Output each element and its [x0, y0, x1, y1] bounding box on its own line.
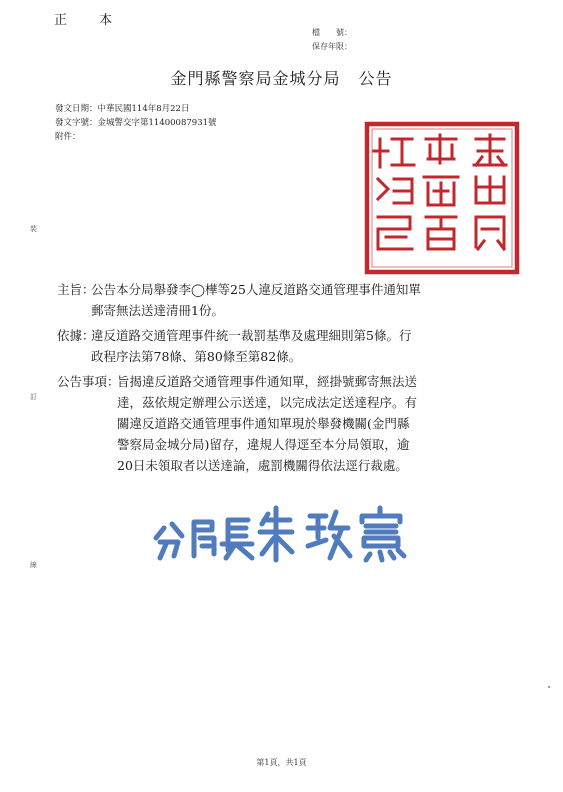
basis-line-2: 政程序法第78條、第80條至第82條。 — [91, 349, 302, 364]
binding-mark-ding: 訂 — [30, 393, 37, 401]
binding-mark-zhuang: 裝 — [30, 225, 37, 233]
subject-line-2: 郵寄無法送達清冊1份。 — [91, 303, 224, 318]
notice-line-1: 旨揭違反道路交通管理事件通知單，經掛號郵寄無法送 — [117, 374, 418, 389]
notice-line-5: 20日未領取者以送達論，處罰機關得依法逕行裁處。 — [117, 458, 408, 473]
official-seal — [364, 121, 520, 275]
retention-line — [312, 41, 416, 52]
subject-label: 主旨： — [57, 282, 95, 297]
document-number-line — [55, 117, 217, 129]
issue-date-line — [55, 103, 189, 115]
basis-line-1: 違反道路交通管理事件統一裁罰基準及處理細則第5條。行 — [91, 328, 412, 343]
signature-strokes — [156, 508, 404, 560]
document-number-value: 金城警交字第11400087931號 — [97, 118, 217, 128]
retention-label: 保存年限： — [312, 42, 352, 51]
copy-mark: 正 本 — [54, 13, 127, 28]
issue-date-label: 發文日期： — [55, 104, 98, 114]
subject-line-1: 公告本分局舉發李◯樺等25人違反道路交通管理事件通知單 — [91, 282, 421, 297]
scan-speck — [548, 686, 550, 688]
title-doc-type: 公告 — [358, 69, 393, 88]
archive-number-label: 檔 號： — [312, 28, 352, 37]
notice-line-3: 關違反道路交通管理事件通知單現於舉發機關(金門縣 — [117, 416, 410, 431]
document-title — [0, 66, 563, 89]
title-org: 金門縣警察局金城分局 — [170, 69, 341, 88]
issue-date-value: 中華民國114年8月22日 — [97, 104, 190, 114]
notice-label: 公告事項： — [57, 374, 120, 389]
seal-characters — [374, 135, 506, 249]
archive-number-line — [312, 27, 416, 38]
attachment-line — [55, 131, 81, 143]
page-indicator: 第1頁，共1頁 — [256, 758, 307, 767]
document-number-label: 發文字號： — [55, 118, 98, 128]
notice-line-2: 達，茲依規定辦理公示送達，以完成法定送達程序。有 — [117, 395, 418, 410]
attachment-label: 附件： — [55, 132, 81, 142]
binding-mark-xian: 線 — [30, 561, 37, 569]
director-signature — [150, 498, 430, 566]
notice-line-4: 警察局金城分局)留存，違規人得逕至本分局領取，逾 — [117, 437, 410, 452]
basis-label: 依據： — [57, 328, 95, 343]
